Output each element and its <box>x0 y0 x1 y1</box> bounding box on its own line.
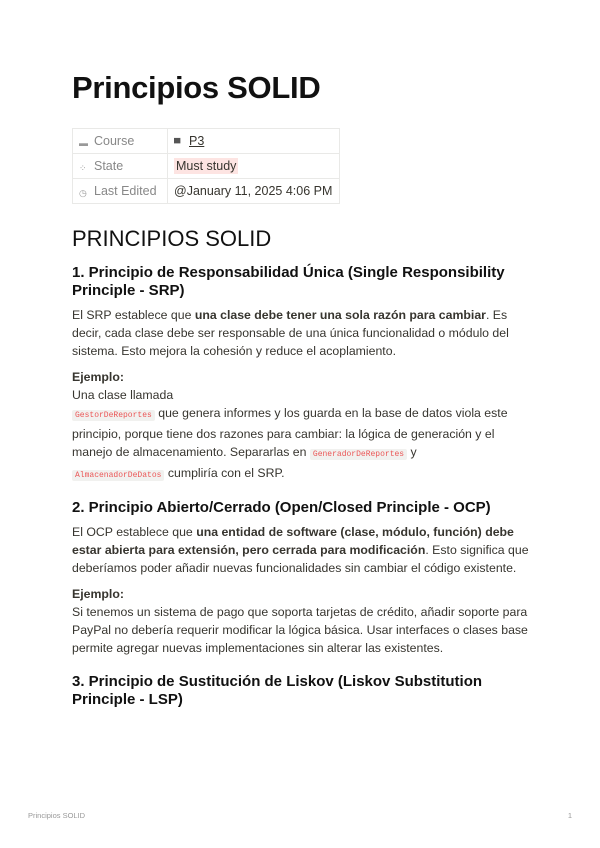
last-edited-value: @January 11, 2025 4:06 PM <box>174 184 333 198</box>
text: y <box>407 445 417 459</box>
property-state <box>73 154 340 179</box>
footer-title: Principios SOLID <box>28 811 86 820</box>
lsp-heading: 3. Principio de Sustitución de Liskov (Liskov Substitution Principle - LSP) <box>72 673 483 708</box>
page-title: Principios SOLID <box>72 70 321 105</box>
status-icon: ⁘ <box>79 163 87 173</box>
property-label: Last Edited <box>94 184 157 198</box>
property-course <box>73 129 340 154</box>
inline-code: AlmacenadorDeDatos <box>72 470 164 481</box>
inline-code: GeneradorDeReportes <box>310 449 407 460</box>
property-label: State <box>94 159 124 173</box>
ocp-description <box>72 523 530 577</box>
srp-example <box>72 404 530 485</box>
bold-text: una clase debe tener una sola razón para cambiar <box>194 308 486 322</box>
text: El SRP establece que <box>72 308 195 322</box>
srp-example-intro: Una clase llamada <box>72 388 174 402</box>
book-icon: ▬ <box>79 138 88 148</box>
text: . Esto significa que deberíamos poder añadir nuevas funcionalidades sin cambiar el código existente. <box>72 543 529 575</box>
property-label: Course <box>94 134 135 148</box>
bold-text: una entidad de software (clase, módulo, función) debe estar abierta para extensión, pero cerrada para modificación <box>72 525 514 557</box>
properties-table <box>72 128 340 204</box>
example-label <box>72 585 530 603</box>
computer-icon: ▀ <box>174 138 181 148</box>
srp-description <box>72 306 530 360</box>
page-number: 1 <box>567 811 572 820</box>
example-label <box>72 368 530 386</box>
property-last-edited <box>73 179 340 204</box>
bold-text: Ejemplo: <box>72 370 124 384</box>
status-badge: Must study <box>176 159 237 173</box>
text: . Es decir, cada clase debe ser responsable de una única funcionalidad o módulo del sistema. Esto mejora la cohesión y reduce el acoplamiento. <box>72 308 509 358</box>
course-link[interactable]: P3 <box>189 134 205 148</box>
ocp-heading: 2. Principio Abierto/Cerrado (Open/Closed Principle - OCP) <box>72 499 491 516</box>
clock-icon: ◷ <box>79 188 87 198</box>
text: El OCP establece que <box>72 525 197 539</box>
bold-text: Ejemplo: <box>72 587 124 601</box>
ocp-example: Si tenemos un sistema de pago que soporta tarjetas de crédito, añadir soporte para PayPal no debería requerir modificar la lógica básica. Usar interfaces o clases base permite agregar nuevas implementaciones sin alterar las existentes. <box>72 605 528 655</box>
page-footer <box>28 811 572 820</box>
srp-heading: 1. Principio de Responsabilidad Única (Single Responsibility Principle - SRP) <box>72 264 505 299</box>
inline-code: GestorDeReportes <box>72 410 155 421</box>
text: que genera informes y los guarda en la base de datos viola este principio, porque tiene dos razones para cambiar: la lógica de generación y el manejo de almacenamiento. Separarlas en <box>72 406 508 459</box>
text: cumpliría con el SRP. <box>164 466 285 480</box>
section-heading: PRINCIPIOS SOLID <box>72 226 272 251</box>
